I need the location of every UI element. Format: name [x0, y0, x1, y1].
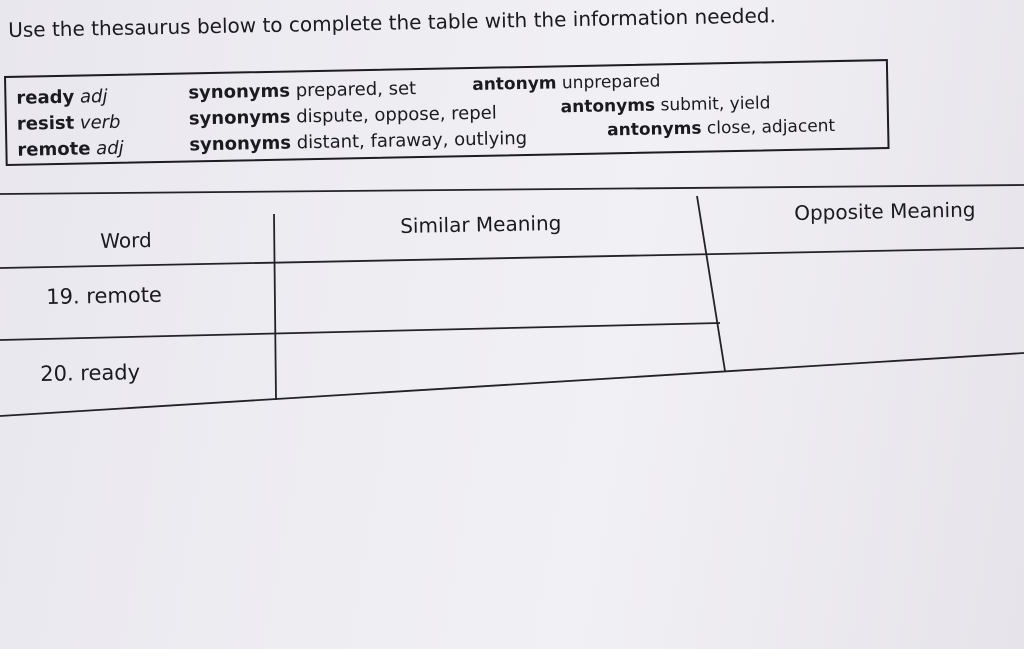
synonyms-list: dispute, oppose, repel — [296, 102, 497, 128]
antonyms-label: antonyms — [606, 118, 702, 141]
antonyms-list: unprepared — [561, 71, 661, 94]
entry-word: ready — [16, 86, 75, 109]
antonyms-list: submit, yield — [660, 93, 771, 116]
entry-word: remote — [17, 138, 91, 161]
antonyms-label: antonym — [472, 73, 557, 96]
header-opposite-meaning: Opposite Meaning — [794, 197, 976, 225]
entry-pos: adj — [95, 137, 124, 160]
answer-cell-remote-opposite[interactable] — [730, 263, 1011, 304]
synonyms-label: synonyms — [188, 80, 291, 104]
synonyms-label: synonyms — [188, 106, 291, 130]
answer-cell-ready-similar[interactable] — [290, 342, 691, 386]
row-19-bottom-border — [0, 323, 720, 340]
row-label-ready: 20. ready — [40, 360, 141, 386]
column-divider-2 — [697, 196, 725, 371]
table-top-border — [0, 185, 1024, 194]
synonyms-list: prepared, set — [295, 78, 417, 102]
column-divider-1 — [274, 214, 276, 400]
header-word: Word — [100, 228, 152, 253]
entry-word: resist — [16, 112, 75, 135]
synonyms-list: distant, faraway, outlying — [296, 127, 528, 154]
entry-pos: verb — [79, 111, 121, 134]
antonyms-label: antonyms — [560, 95, 656, 118]
answer-cell-ready-opposite[interactable] — [736, 325, 1007, 360]
antonyms-list: close, adjacent — [706, 116, 836, 139]
entry-pos: adj — [79, 86, 108, 108]
synonyms-label: synonyms — [189, 132, 292, 156]
answer-cell-remote-similar[interactable] — [290, 272, 691, 316]
header-similar-meaning: Similar Meaning — [400, 210, 562, 238]
row-label-remote: 19. remote — [46, 282, 163, 309]
instruction-text: Use the thesaurus below to complete the table with the information needed. — [8, 3, 777, 42]
